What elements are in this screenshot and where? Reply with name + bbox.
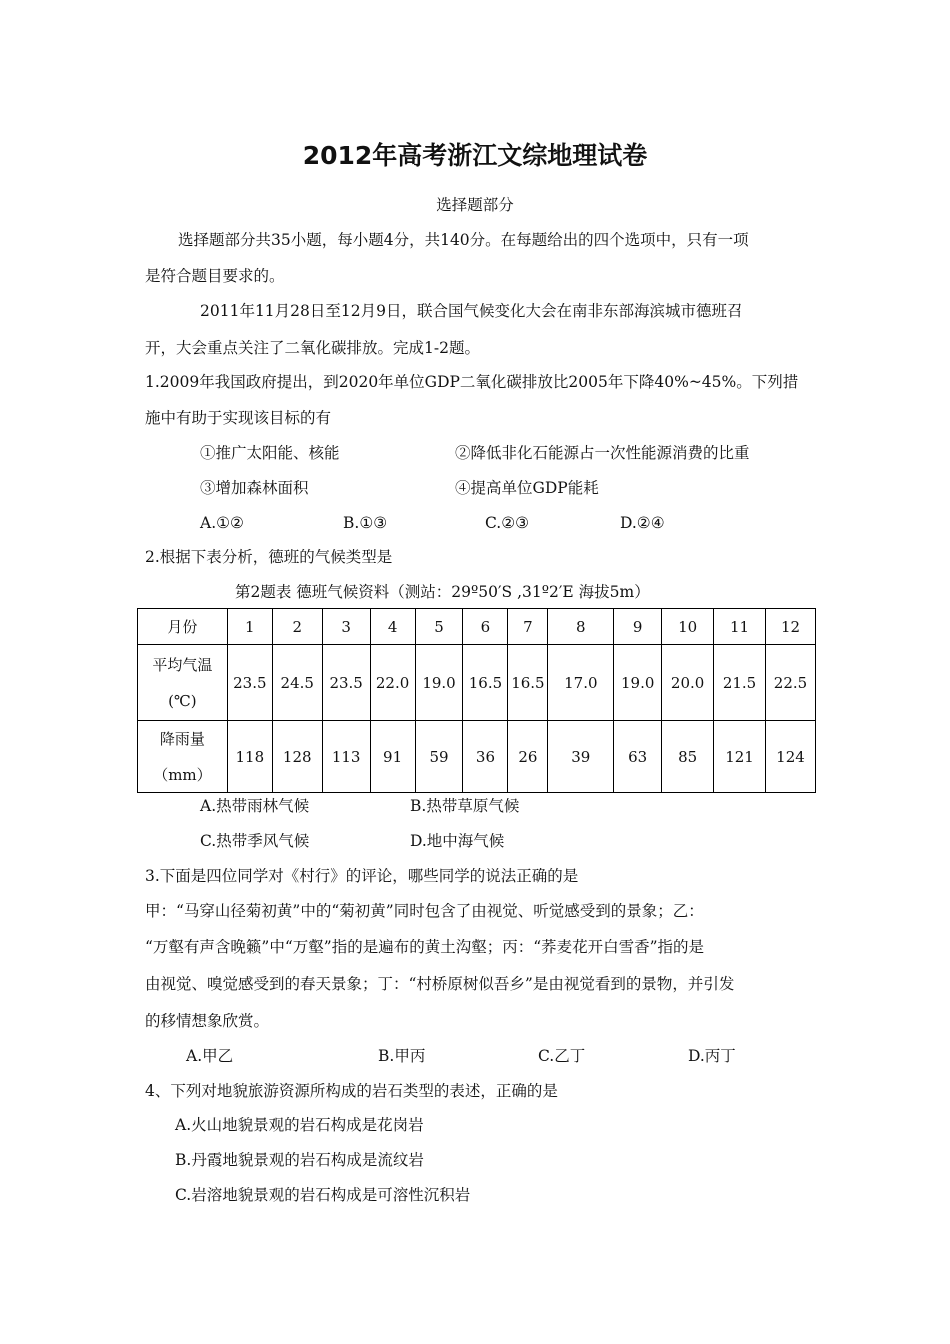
rain-cell: 124 xyxy=(765,721,815,793)
q1-option-d: D.②④ xyxy=(620,514,665,532)
rain-cell: 91 xyxy=(370,721,415,793)
temp-cell: 23.5 xyxy=(322,645,370,721)
q1-item: ④提高单位GDP能耗 xyxy=(455,479,599,497)
q1-option-a: A.①② xyxy=(200,514,244,532)
intro-line-2: 是符合题目要求的。 xyxy=(145,267,285,285)
table-header-cell xyxy=(138,721,228,793)
table-header-cell xyxy=(138,645,228,721)
month-cell: 12 xyxy=(765,609,815,645)
q2-option-b: B.热带草原气候 xyxy=(410,797,520,815)
month-cell: 3 xyxy=(322,609,370,645)
q1-item: ③增加森林面积 xyxy=(200,479,309,497)
intro-line-1: 选择题部分共35小题，每小题4分，共140分。在每题给出的四个选项中，只有一项 xyxy=(178,231,749,249)
q1-item: ②降低非化石能源占一次性能源消费的比重 xyxy=(455,444,750,462)
month-cell: 5 xyxy=(415,609,463,645)
month-cell: 9 xyxy=(614,609,662,645)
temp-cell: 23.5 xyxy=(227,645,272,721)
q1-item: ①推广太阳能、核能 xyxy=(200,444,340,462)
q4-option-a: A.火山地貌景观的岩石构成是花岗岩 xyxy=(175,1116,424,1134)
temp-unit: (℃) xyxy=(168,691,197,710)
temp-cell: 24.5 xyxy=(272,645,322,721)
temp-cell: 19.0 xyxy=(614,645,662,721)
q2-stem: 2.根据下表分析，德班的气候类型是 xyxy=(145,548,393,566)
table-row xyxy=(138,645,816,721)
climate-table xyxy=(137,608,816,793)
month-cell: 2 xyxy=(272,609,322,645)
q3-option-b: B.甲丙 xyxy=(378,1047,426,1065)
section-heading: 选择题部分 xyxy=(436,196,514,214)
q3-option-d: D.丙丁 xyxy=(688,1047,736,1065)
q3-stem: 3.下面是四位同学对《村行》的评论，哪些同学的说法正确的是 xyxy=(145,867,579,885)
q1-stem-line-1: 1.2009年我国政府提出，到2020年单位GDP二氧化碳排放比2005年下降40%~45%。下列措 xyxy=(145,373,799,391)
temp-cell: 16.5 xyxy=(508,645,548,721)
table-caption: 第2题表 德班气候资料（测站：29º50′S ,31º2′E 海拔5m） xyxy=(235,583,650,601)
month-cell: 7 xyxy=(508,609,548,645)
table-row xyxy=(138,721,816,793)
month-cell: 4 xyxy=(370,609,415,645)
rain-unit: （mm） xyxy=(153,765,212,784)
temp-cell: 19.0 xyxy=(415,645,463,721)
temp-cell: 22.0 xyxy=(370,645,415,721)
q3-line-2: “万壑有声含晚籁”中“万壑”指的是遍布的黄土沟壑；丙：“荞麦花开白雪香”指的是 xyxy=(145,938,705,956)
temp-label: 平均气温 xyxy=(152,655,213,674)
rain-cell: 36 xyxy=(463,721,508,793)
q3-line-3: 由视觉、嗅觉感受到的春天景象；丁：“村桥原树似吾乡”是由视觉看到的景物，并引发 xyxy=(145,975,735,993)
table-header-cell: 月份 xyxy=(138,609,228,645)
month-cell: 6 xyxy=(463,609,508,645)
rain-label: 降雨量 xyxy=(159,729,205,748)
q3-option-c: C.乙丁 xyxy=(538,1047,586,1065)
month-cell: 10 xyxy=(662,609,714,645)
rain-cell: 118 xyxy=(227,721,272,793)
q2-option-c: C.热带季风气候 xyxy=(200,832,310,850)
month-cell: 8 xyxy=(548,609,614,645)
temp-cell: 20.0 xyxy=(662,645,714,721)
month-cell: 11 xyxy=(714,609,766,645)
q2-option-a: A.热带雨林气候 xyxy=(200,797,310,815)
q4-stem: 4、下列对地貌旅游资源所构成的岩石类型的表述，正确的是 xyxy=(145,1082,558,1100)
rain-cell: 26 xyxy=(508,721,548,793)
q4-option-c: C.岩溶地貌景观的岩石构成是可溶性沉积岩 xyxy=(175,1186,471,1204)
q1-option-b: B.①③ xyxy=(343,514,388,532)
context-line-2: 开，大会重点关注了二氧化碳排放。完成1-2题。 xyxy=(145,339,480,357)
rain-cell: 85 xyxy=(662,721,714,793)
q1-option-c: C.②③ xyxy=(485,514,530,532)
rain-cell: 128 xyxy=(272,721,322,793)
rain-cell: 113 xyxy=(322,721,370,793)
q3-line-4: 的移情想象欣赏。 xyxy=(145,1012,270,1030)
q3-line-1: 甲：“马穿山径菊初黄”中的“菊初黄”同时包含了由视觉、听觉感受到的景象；乙： xyxy=(145,902,704,920)
month-cell: 1 xyxy=(227,609,272,645)
q1-stem-line-2: 施中有助于实现该目标的有 xyxy=(145,409,332,427)
q2-option-d: D.地中海气候 xyxy=(410,832,505,850)
table-row xyxy=(138,609,816,645)
context-line-1: 2011年11月28日至12月9日，联合国气候变化大会在南非东部海滨城市德班召 xyxy=(200,302,743,320)
q3-option-a: A.甲乙 xyxy=(186,1047,234,1065)
temp-cell: 21.5 xyxy=(714,645,766,721)
q4-option-b: B.丹霞地貌景观的岩石构成是流纹岩 xyxy=(175,1151,424,1169)
temp-cell: 17.0 xyxy=(548,645,614,721)
rain-cell: 59 xyxy=(415,721,463,793)
temp-cell: 22.5 xyxy=(765,645,815,721)
page-title: 2012年高考浙江文综地理试卷 xyxy=(302,141,648,170)
rain-cell: 39 xyxy=(548,721,614,793)
rain-cell: 121 xyxy=(714,721,766,793)
temp-cell: 16.5 xyxy=(463,645,508,721)
rain-cell: 63 xyxy=(614,721,662,793)
